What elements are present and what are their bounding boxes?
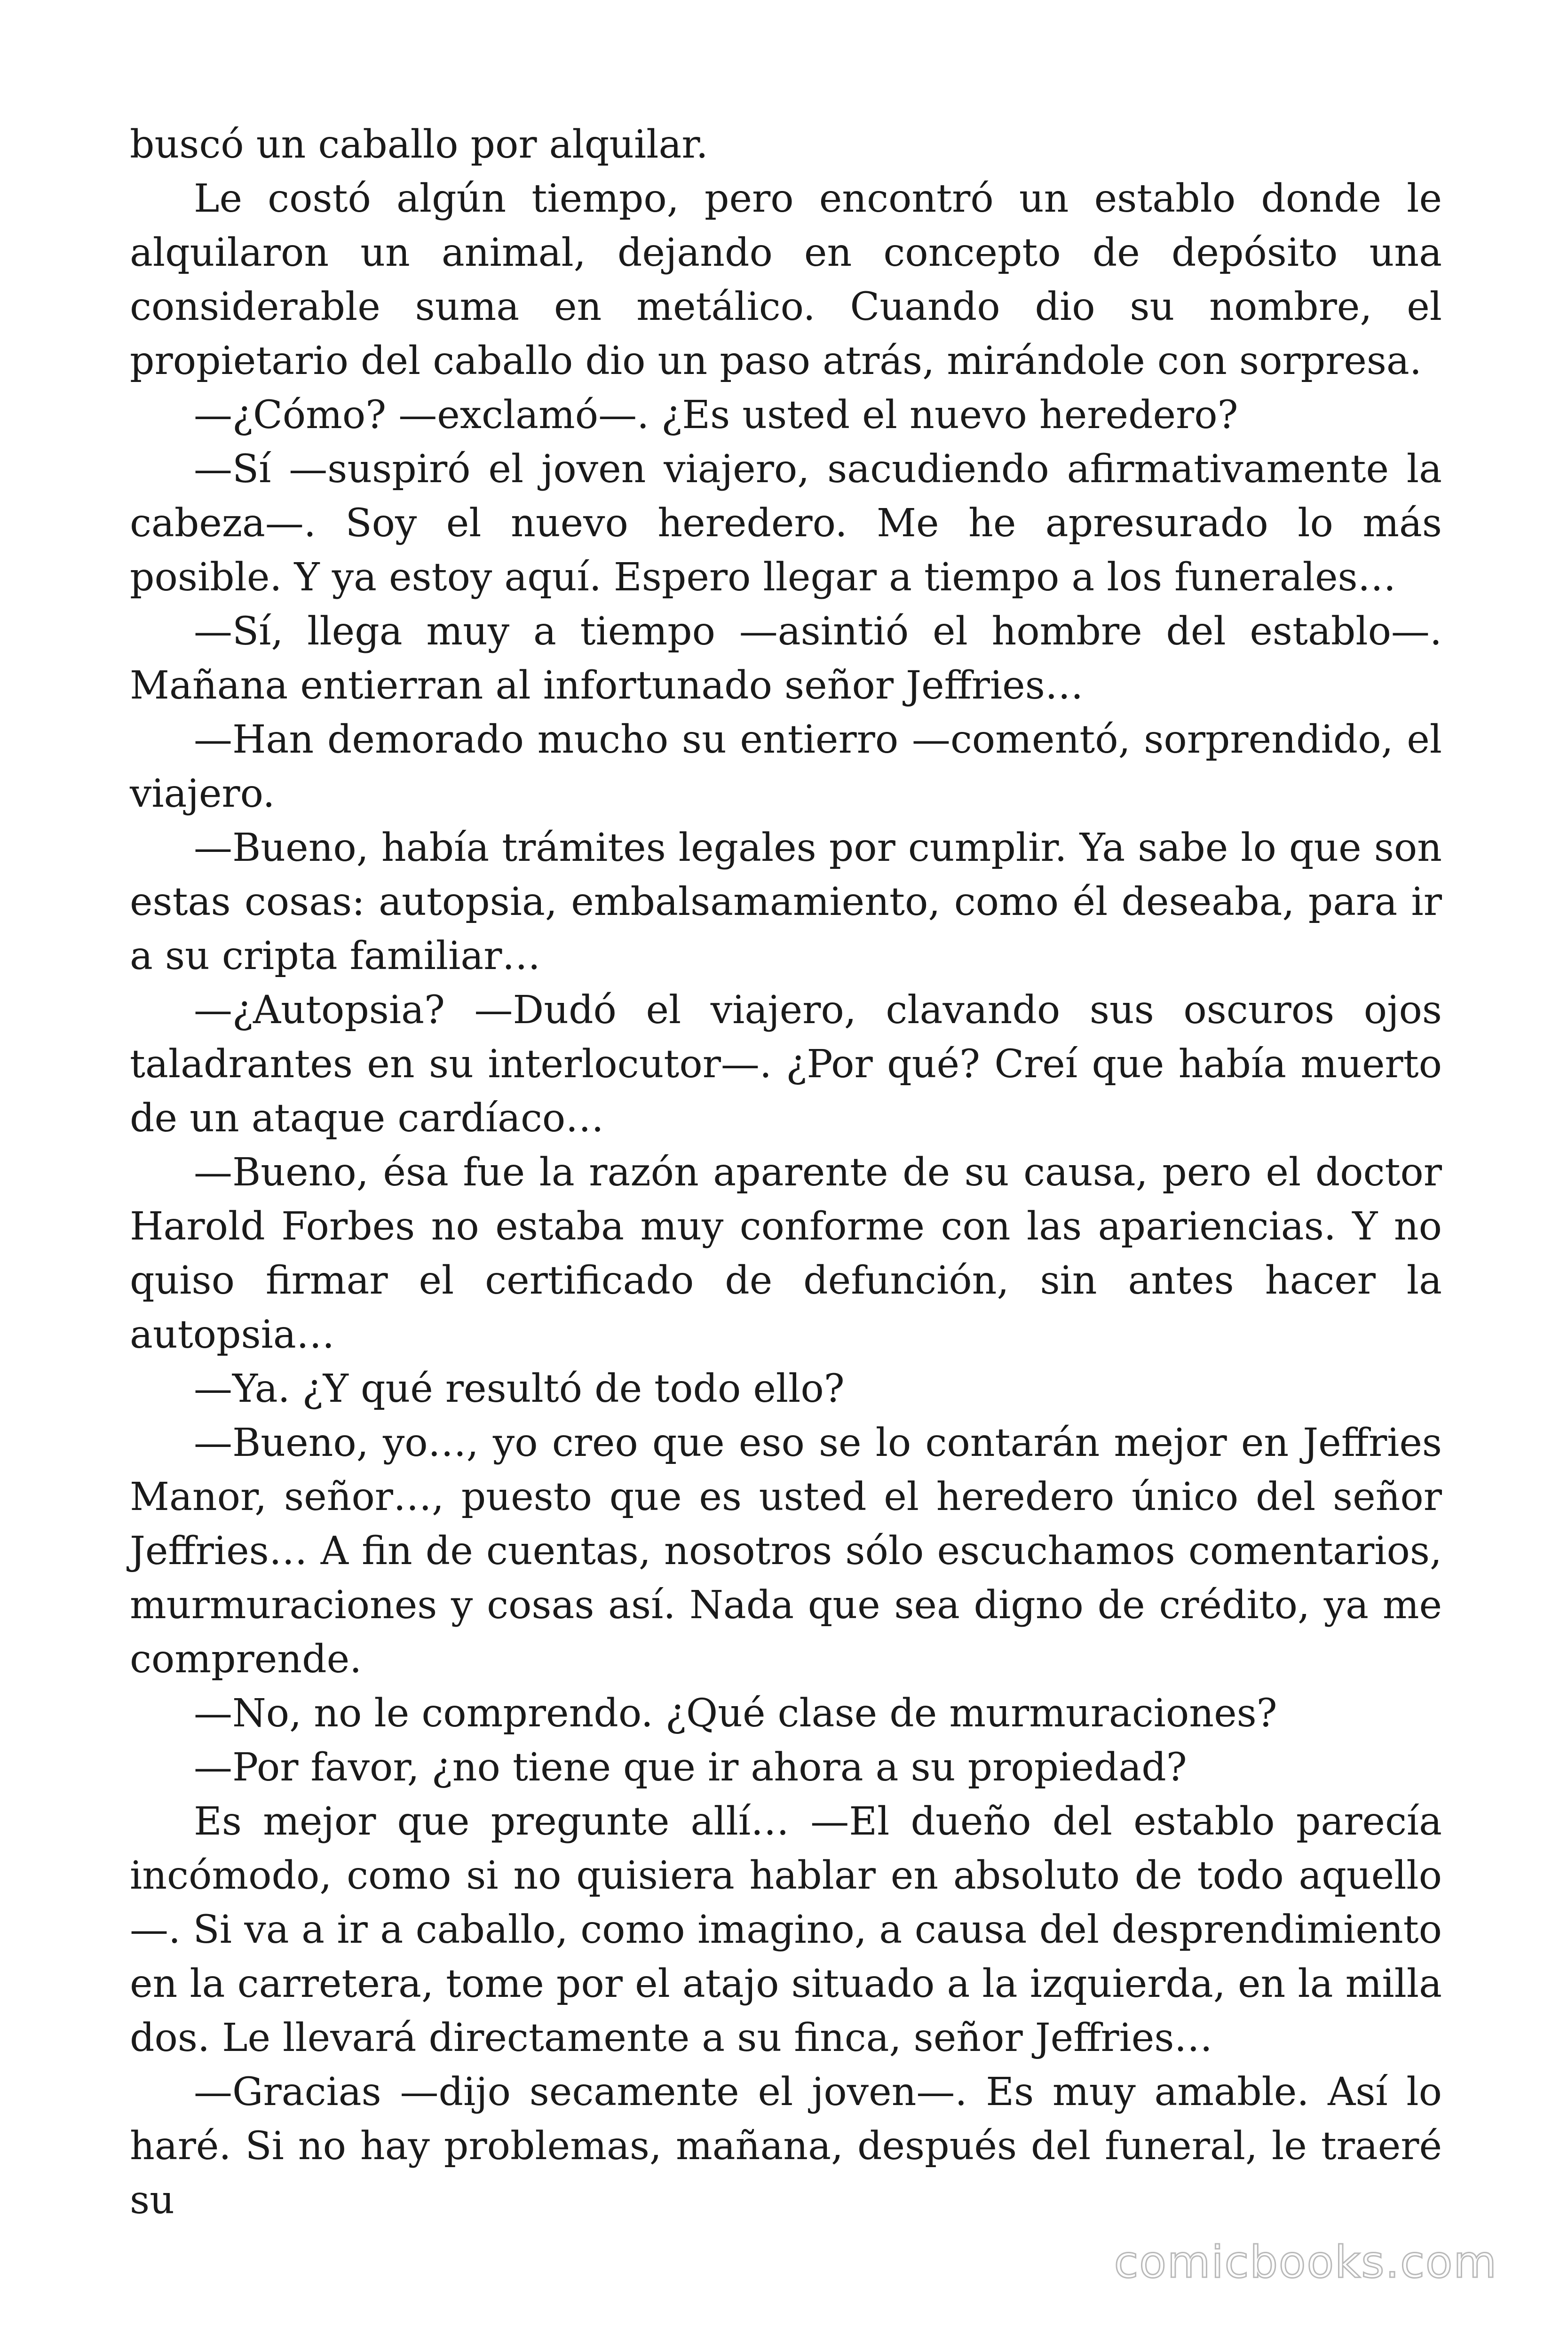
watermark: comicbooks.com xyxy=(1114,2237,1497,2288)
paragraph: —¿Autopsia? —Dudó el viajero, clavando sus oscuros ojos taladrantes en su interlocutor—. ¿Por qué? Creí que había muerto de un ataque cardíaco… xyxy=(130,988,1442,1141)
paragraph: buscó un caballo por alquilar. xyxy=(130,122,708,167)
paragraph: Es mejor que pregunte allí… —El dueño del establo parecía incómodo, como si no quisiera hablar en absoluto de todo aquello —. Si va a ir a caballo, como imagino, a causa del desprendimiento en la carretera, tome por el atajo situado a la izquierda, en la milla dos. Le llevará directamente a su finca, señor Jeffries… xyxy=(130,1799,1442,2060)
paragraph: —Bueno, yo…, yo creo que eso se lo contarán mejor en Jeffries Manor, señor…, puesto que es usted el heredero único del señor Jeffries… A fin de cuentas, nosotros sólo escuchamos comentarios, murmuraciones y cosas así. Nada que sea digno de crédito, ya me comprende. xyxy=(130,1421,1442,1682)
paragraph: —¿Cómo? —exclamó—. ¿Es usted el nuevo heredero? xyxy=(194,393,1238,437)
paragraph: —Sí —suspiró el joven viajero, sacudiendo afirmativamente la cabeza—. Soy el nuevo heredero. Me he apresurado lo más posible. Y ya estoy aquí. Espero llegar a tiempo a los funerales… xyxy=(130,447,1442,600)
paragraph: —Por favor, ¿no tiene que ir ahora a su propiedad? xyxy=(194,1745,1187,1790)
paragraph: —Bueno, había trámites legales por cumplir. Ya sabe lo que son estas cosas: autopsia, embalsamamiento, como él deseaba, para ir a su cripta familiar… xyxy=(130,826,1442,978)
paragraph: —No, no le comprendo. ¿Qué clase de murmuraciones? xyxy=(194,1691,1277,1736)
paragraph: —Han demorado mucho su entierro —comentó, sorprendido, el viajero. xyxy=(130,717,1442,816)
paragraph: Le costó algún tiempo, pero encontró un establo donde le alquilaron un animal, dejando en concepto de depósito una considerable suma en metálico. Cuando dio su nombre, el propietario del caballo dio un paso atrás, mirándole con sorpresa. xyxy=(130,176,1442,383)
paragraph: —Gracias —dijo secamente el joven—. Es muy amable. Así lo haré. Si no hay problemas, mañana, después del funeral, le traeré su xyxy=(130,2070,1442,2223)
paragraph: —Bueno, ésa fue la razón aparente de su causa, pero el doctor Harold Forbes no estaba muy conforme con las apariencias. Y no quiso firmar el certificado de defunción, sin antes hacer la autopsia… xyxy=(130,1150,1442,1357)
paragraph: —Ya. ¿Y qué resultó de todo ello? xyxy=(194,1367,845,1411)
paragraph: —Sí, llega muy a tiempo —asintió el hombre del establo—. Mañana entierran al infortunado señor Jeffries… xyxy=(130,609,1442,708)
body-text xyxy=(130,118,1442,2227)
